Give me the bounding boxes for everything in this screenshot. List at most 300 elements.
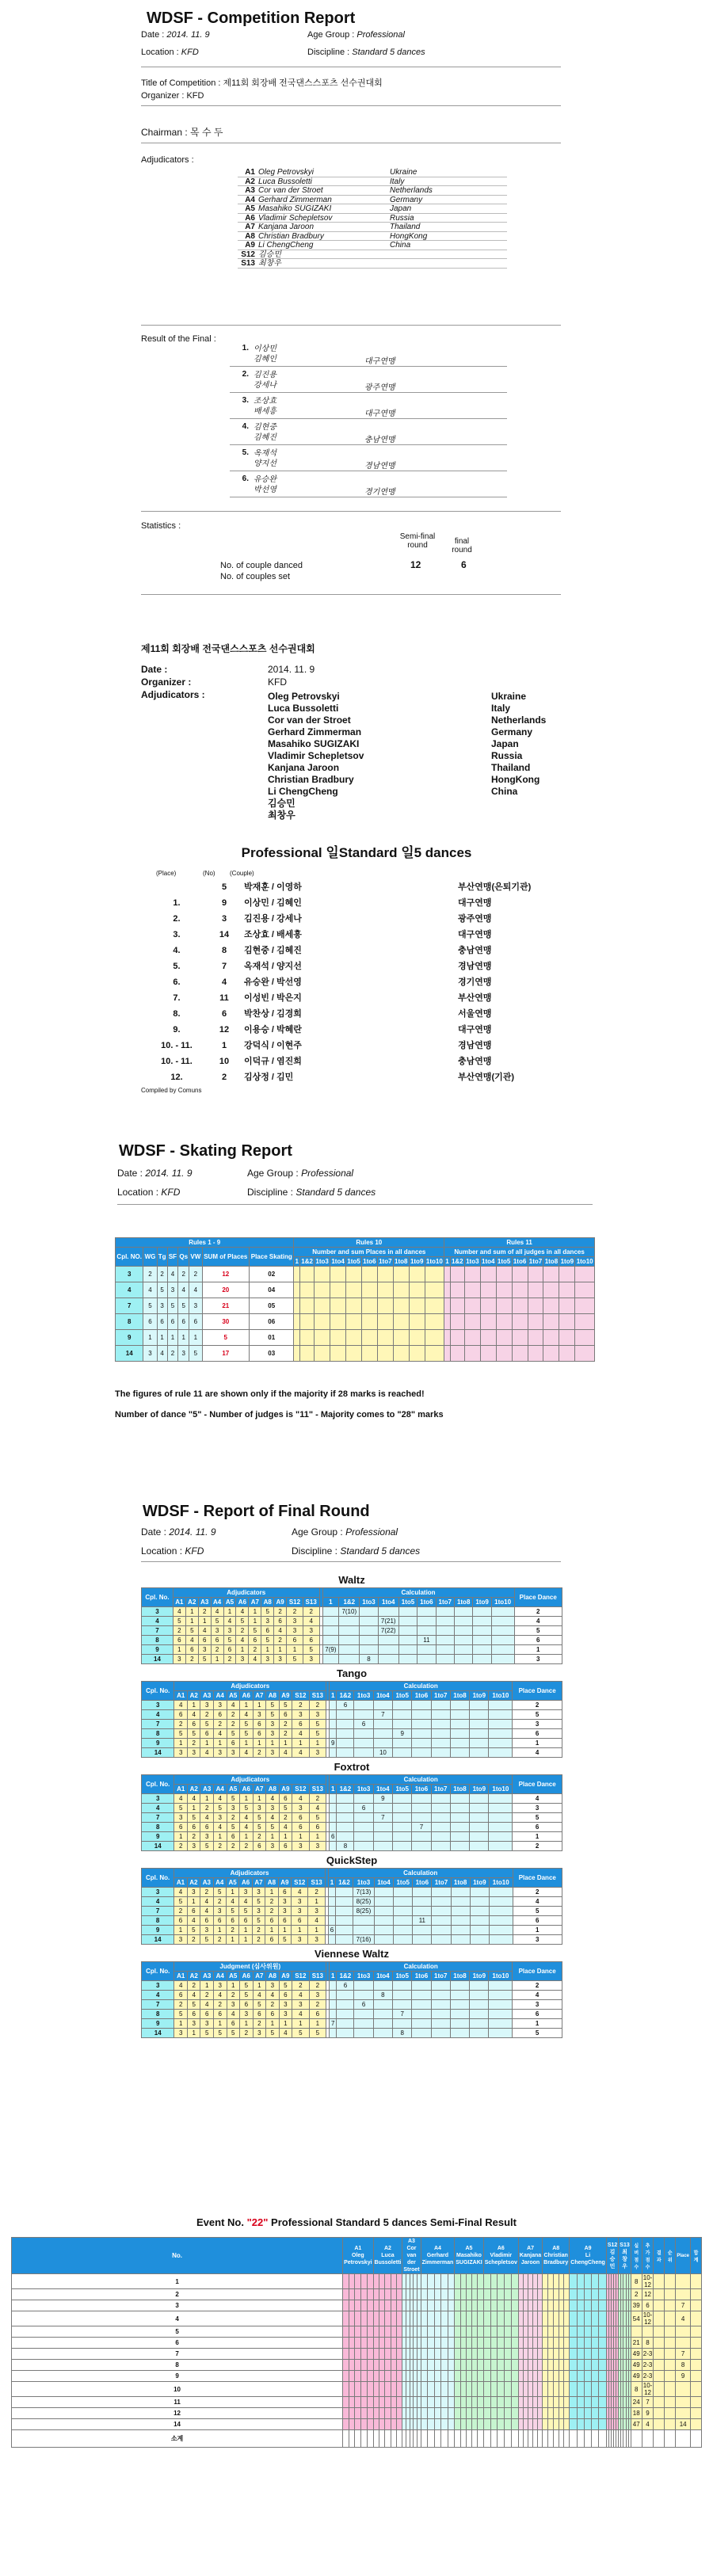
summary-region: 광주연맹 [458, 914, 492, 924]
semi-sum-cell [691, 2349, 702, 2360]
mark-cell: 1 [240, 1832, 254, 1842]
semi-mark-cell [466, 2397, 471, 2408]
calc-cell [393, 1701, 412, 1710]
mark-cell: 3 [200, 1832, 214, 1842]
rule10-cell [330, 1330, 346, 1346]
dance-row [142, 1907, 562, 1916]
mark-cell: 2 [200, 1888, 213, 1897]
semi-mark-cell [349, 2349, 355, 2360]
result-block [230, 396, 507, 419]
mark-cell: 1 [174, 1739, 188, 1748]
semi-footer-cell [455, 2430, 460, 2448]
mark-cell: 6 [303, 1636, 319, 1645]
cpl-header: Cpl. No. [142, 1962, 174, 1981]
mark-cell: 4 [198, 1626, 211, 1636]
semi-mark-cell [559, 2311, 564, 2326]
semi-mark-cell [428, 2274, 435, 2289]
semi-mark-cell [577, 2349, 584, 2360]
mark-cell: 4 [157, 1346, 167, 1362]
summary-adjudicator-name: Cor van der Stroet [268, 714, 351, 726]
summary-place: 4. [173, 946, 181, 955]
semi-mark-cell [355, 2382, 361, 2397]
calc-cell [412, 1739, 431, 1748]
calc-cell [337, 2029, 354, 2038]
mark-cell: 6 [143, 1314, 157, 1330]
judge-col-header: A5 [227, 1691, 240, 1701]
calc-cell [431, 1720, 450, 1729]
mark-cell: 4 [143, 1282, 157, 1298]
calc-cell [337, 2010, 354, 2019]
mark-cell: 6 [174, 1991, 188, 2000]
skating-date-value: 2014. 11. 9 [145, 1168, 193, 1179]
semi-mark-cell [553, 2300, 559, 2311]
mark-cell: 3 [167, 1282, 178, 1298]
mark-cell: 4 [187, 1991, 200, 2000]
calc-cell [431, 1739, 450, 1748]
adjudicators-header: Judgment (심사위원) [174, 1962, 326, 1972]
judge-col-header: A9 [279, 1972, 292, 1981]
summary-no: 9 [221, 898, 227, 908]
mark-cell: 5 [174, 1729, 188, 1739]
mark-cell: 1 [226, 1888, 238, 1897]
calc-cell: 7 [330, 2019, 337, 2029]
semi-mark-cell [349, 2419, 355, 2430]
calc-col-header: 1to10 [491, 1598, 514, 1607]
calc-cell [413, 1888, 432, 1897]
semi-mark-cell [349, 2326, 355, 2338]
summary-region: 충남연맹 [458, 1057, 492, 1066]
mark-cell: 5 [236, 1617, 249, 1626]
place-col-header: 1to4 [331, 1258, 345, 1265]
summary-row [141, 990, 585, 1006]
semi-mark-cell [584, 2274, 591, 2289]
calc-cell [470, 1991, 489, 2000]
semi-mark-cell [505, 2382, 512, 2397]
summary-adjudicator-row [268, 798, 569, 810]
semi-mark-cell [349, 2360, 355, 2371]
semi-sum-cell [691, 2419, 702, 2430]
adjudicator-row [238, 168, 507, 177]
cpl-cell: 3 [142, 1607, 173, 1617]
rule10-cell [294, 1298, 300, 1314]
adjudicator-name: Luca Bussoletti [258, 177, 312, 186]
mark-cell: 3 [173, 1655, 185, 1664]
calc-cell [354, 1842, 373, 1851]
rule10-cell [425, 1314, 444, 1330]
mark-cell: 6 [278, 1888, 291, 1897]
summary-no: 5 [221, 882, 227, 892]
semi-footer-cell [361, 2430, 368, 2448]
judge-header [518, 2238, 542, 2274]
cpl-cell: 9 [142, 1926, 174, 1935]
mark-cell: 1 [239, 1926, 252, 1935]
mark-cell: 1 [292, 1832, 310, 1842]
rule10-cell [346, 1346, 362, 1362]
place-col-header: 1 [445, 1258, 449, 1265]
calc-cell [489, 1926, 513, 1935]
mark-cell: 4 [266, 1794, 280, 1804]
semi-mark-cell [577, 2382, 584, 2397]
semi-mark-cell [559, 2300, 564, 2311]
calc-col-header: 1to3 [354, 1785, 373, 1794]
calc-cell [378, 1645, 398, 1655]
rule10-cell [300, 1282, 315, 1298]
calc-cell [491, 1636, 514, 1645]
semi-footer-cell [547, 2430, 553, 2448]
skating-location-label: Location : [117, 1187, 159, 1198]
mark-cell: 6 [253, 1720, 266, 1729]
calc-cell [470, 2029, 489, 2038]
mark-cell: 4 [174, 1981, 188, 1991]
mark-cell: 6 [214, 2010, 227, 2019]
semi-mark-cell [483, 2349, 490, 2360]
summary-no: 4 [221, 977, 227, 987]
mark-cell: 1 [292, 1739, 310, 1748]
rule11-cell [543, 1346, 559, 1362]
semi-mark-cell [355, 2274, 361, 2289]
semi-mark-cell [543, 2360, 548, 2371]
semi-mark-cell [478, 2289, 483, 2300]
adjudicator-row [238, 259, 507, 269]
summary-adjudicator-name: Christian Bradbury [268, 774, 354, 785]
semi-mark-cell [466, 2349, 471, 2360]
semi-mark-cell [564, 2371, 570, 2382]
calc-cell [413, 1926, 432, 1935]
calc-cell [373, 1729, 392, 1739]
divider [141, 511, 561, 512]
semi-extra-cell [665, 2338, 676, 2349]
final-location-label: Location : [141, 1545, 183, 1557]
mark-cell: 6 [292, 1720, 310, 1729]
mark-cell: 6 [279, 1794, 292, 1804]
calc-col-header: 1 [330, 1785, 337, 1794]
semi-mark-cell [441, 2274, 448, 2289]
calc-cell [436, 1636, 454, 1645]
mark-cell: 2 [200, 1804, 214, 1813]
place-cell: 5 [514, 1626, 562, 1636]
mark-cell: 1 [214, 1739, 227, 1748]
mark-cell: 2 [198, 1607, 211, 1617]
calc-cell [354, 1739, 373, 1748]
skating-title: WDSF - Skating Report [119, 1142, 292, 1160]
rule10-cell [377, 1330, 393, 1346]
semi-mark-cell [434, 2326, 441, 2338]
semi-footer-cell [472, 2430, 478, 2448]
semi-mark-cell [592, 2371, 599, 2382]
semi-mark-cell [428, 2311, 435, 2326]
result-name: 조상효 [254, 397, 276, 406]
cpl-cell: 14 [116, 1346, 143, 1362]
calc-col-header: 1to3 [353, 1878, 375, 1888]
judge-col-header: A5 [226, 1878, 238, 1888]
calc-cell [337, 1813, 354, 1823]
mark-cell: 3 [292, 1935, 308, 1945]
semi-mark-cell [584, 2371, 591, 2382]
semi-mark-cell [379, 2397, 384, 2408]
calc-cell [330, 1981, 337, 1991]
mark-cell: 1 [211, 1655, 223, 1664]
semi-mark-cell [460, 2289, 466, 2300]
mark-cell: 1 [187, 1897, 200, 1907]
semi-mark-cell [373, 2408, 379, 2419]
calc-cell [373, 2000, 392, 2010]
calc-cell [412, 2010, 431, 2019]
dance-row [142, 1916, 562, 1926]
semi-footer-cell [577, 2430, 584, 2448]
semi-extra-cell [665, 2382, 676, 2397]
semi-mark-cell [391, 2274, 396, 2289]
semi-mark-cell [434, 2397, 441, 2408]
calc-cell: 6 [337, 1701, 354, 1710]
semi-mark-cell [355, 2289, 361, 2300]
calc-cell [339, 1655, 360, 1664]
semi-mark-cell [543, 2338, 548, 2349]
skating-age-value: Professional [301, 1168, 354, 1179]
semi-mark-cell [448, 2289, 455, 2300]
semi-mark-cell [543, 2349, 548, 2360]
summary-row [141, 1038, 585, 1054]
dance-header-row [142, 1962, 562, 1972]
calc-cell [436, 1617, 454, 1626]
calc-cell [337, 1991, 354, 2000]
adjudicators-header: Adjudicators [174, 1869, 326, 1878]
semi-mark-cell [498, 2360, 505, 2371]
semi-mark-cell [543, 2289, 548, 2300]
semi-mark-cell [570, 2408, 577, 2419]
mark-cell: 5 [240, 1991, 254, 2000]
calc-cell [373, 1832, 392, 1842]
semi-mark-cell [559, 2382, 564, 2397]
calc-cell [489, 1729, 513, 1739]
semi-mark-cell [547, 2300, 553, 2311]
semi-mark-cell [385, 2274, 391, 2289]
summary-place: 3. [173, 930, 181, 939]
dance-row [142, 1617, 562, 1626]
calc-col-header: 1to5 [393, 1691, 412, 1701]
calc-cell [336, 1888, 353, 1897]
calc-cell [489, 1748, 513, 1758]
mark-cell: 1 [253, 1739, 266, 1748]
semi-mark-cell [373, 2397, 379, 2408]
mark-cell: 6 [279, 1991, 292, 2000]
calc-cell [354, 1832, 373, 1842]
mark-cell: 2 [214, 1720, 227, 1729]
judge-header [373, 2238, 402, 2274]
calc-col-header: 1&2 [337, 1785, 354, 1794]
mark-cell: 3 [227, 1748, 240, 1758]
summary-no: 14 [219, 930, 230, 939]
summary-couple: 박찬상 / 김경희 [244, 1009, 302, 1019]
semi-mark-cell [592, 2274, 599, 2289]
dance-name: Viennese Waltz [315, 1948, 389, 1960]
mark-cell: 2 [143, 1267, 157, 1282]
semi-mark-cell [466, 2326, 471, 2338]
rule11-cell [480, 1346, 496, 1362]
semi-mark-cell [543, 2408, 548, 2419]
mark-cell: 4 [292, 1748, 310, 1758]
place-cell: 1 [513, 1739, 562, 1748]
mark-cell: 4 [214, 1729, 227, 1739]
mark-cell: 2 [309, 2000, 326, 2010]
semi-footer-cell [385, 2430, 391, 2448]
mark-cell: 1 [261, 1645, 274, 1655]
mark-cell: 3 [240, 2010, 254, 2019]
calc-cell [473, 1636, 491, 1645]
semi-mark-cell [512, 2349, 519, 2360]
mark-cell: 3 [223, 1626, 236, 1636]
calc-cell [431, 2019, 450, 2029]
judge-code: A2 [383, 2246, 391, 2251]
semi-advanced-cell [676, 2289, 691, 2300]
calc-cell [328, 1935, 335, 1945]
semi-mark-cell [478, 2397, 483, 2408]
dance-col-header: Qs [178, 1248, 189, 1267]
semi-mark-cell [349, 2274, 355, 2289]
semi-row [12, 2360, 702, 2371]
mark-cell: 5 [252, 1916, 265, 1926]
mark-cell: 3 [187, 1842, 200, 1851]
mark-cell: 3 [174, 1813, 188, 1823]
judge-col-header: A6 [239, 1878, 252, 1888]
mark-cell: 2 [214, 2000, 227, 2010]
summary-row [141, 895, 585, 911]
semi-mark-cell [455, 2419, 460, 2430]
judge-col-header: S12 [292, 1785, 310, 1794]
semi-mark-cell [385, 2408, 391, 2419]
semi-mark-cell [448, 2349, 455, 2360]
dance-row [142, 1655, 562, 1664]
mark-cell: 1 [253, 1701, 266, 1710]
mark-cell: 2 [279, 1729, 292, 1739]
calc-col-header: 1to7 [432, 1878, 451, 1888]
mark-cell: 2 [253, 1748, 266, 1758]
event-title: Professional 일Standard 일5 dances [241, 845, 472, 860]
dance-row [142, 2000, 562, 2010]
calc-cell [330, 2010, 337, 2019]
calc-cell [470, 2019, 489, 2029]
judge-col-header: A1 [174, 1878, 187, 1888]
rule10-cell [294, 1330, 300, 1346]
calc-cell [393, 1842, 412, 1851]
calc-cell [330, 2000, 337, 2010]
semi-mark-cell [584, 2349, 591, 2360]
mark-cell: 2 [200, 1991, 214, 2000]
semi-mark-cell [505, 2338, 512, 2349]
semi-mark-cell [434, 2371, 441, 2382]
summary-row [141, 974, 585, 990]
dance-header-row [142, 1598, 562, 1607]
summary-couple: 김현중 / 김혜진 [244, 946, 302, 955]
semi-mark-cell [599, 2349, 606, 2360]
semi-mark-cell [490, 2326, 498, 2338]
calc-cell [394, 1926, 413, 1935]
mark-cell: 1 [292, 2019, 310, 2029]
semi-mark-cell [460, 2311, 466, 2326]
semi-advanced-cell: 8 [676, 2360, 691, 2371]
mark-cell: 6 [226, 1916, 238, 1926]
judge-code: A4 [433, 2246, 441, 2251]
semi-mark-cell [373, 2349, 379, 2360]
summary-no: 2 [221, 1073, 227, 1082]
calc-cell [473, 1626, 491, 1636]
semi-mark-cell [421, 2311, 428, 2326]
mark-cell: 2 [227, 1710, 240, 1720]
dance-header-row [142, 1682, 562, 1691]
semi-mark-cell [421, 2371, 428, 2382]
calc-cell [336, 1916, 353, 1926]
mark-cell: 1 [309, 2019, 326, 2029]
semi-mark-cell [559, 2408, 564, 2419]
semi-place-cell: 10-12 [642, 2274, 653, 2288]
semi-mark-cell [434, 2419, 441, 2430]
summary-region: 부산연맹 [458, 993, 492, 1003]
mark-cell: 3 [266, 1720, 280, 1729]
calc-cell [354, 2019, 373, 2029]
semi-mark-cell [391, 2289, 396, 2300]
summary-row [141, 1006, 585, 1022]
place-cell: 4 [513, 1748, 562, 1758]
summary-adjudicator-name: Luca Bussoletti [268, 703, 339, 714]
rule11-cell [528, 1267, 543, 1282]
summary-couple: 이성빈 / 박은지 [244, 993, 302, 1003]
calc-cell [431, 2000, 450, 2010]
mark-cell: 6 [279, 1842, 292, 1851]
rule11-cell [464, 1298, 480, 1314]
mark-cell: 4 [187, 1710, 200, 1720]
judge-col-header: A4 [214, 1972, 227, 1981]
dance-row [142, 1645, 562, 1655]
summary-couple: 김상정 / 김민 [244, 1073, 294, 1082]
semi-mark-cell [543, 2419, 548, 2430]
calc-col-header: 1to5 [398, 1598, 417, 1607]
calc-col-header: 1to5 [393, 1972, 412, 1981]
dance-name: Tango [336, 1667, 368, 1679]
calc-cell [374, 1935, 393, 1945]
mark-cell: 6 [189, 1314, 202, 1330]
calc-cell [450, 1832, 469, 1842]
semi-mark-cell [367, 2274, 373, 2289]
calc-cell [378, 1636, 398, 1645]
mark-cell: 3 [292, 1897, 308, 1907]
mark-cell: 2 [279, 1720, 292, 1729]
summary-adjudicators-label: Adjudicators : [141, 689, 205, 700]
mark-cell: 3 [266, 1748, 280, 1758]
semi-mark-cell [385, 2338, 391, 2349]
calc-cell [489, 1710, 513, 1720]
summary-adjudicator-name: Masahiko SUGIZAKI [268, 738, 360, 749]
semi-advanced-cell: 4 [676, 2311, 691, 2326]
semi-footer-cell [599, 2430, 606, 2448]
semi-mark-cell [367, 2326, 373, 2338]
calc-cell [339, 1617, 360, 1626]
result-region: 충남연맹 [364, 436, 395, 444]
result-block [230, 422, 507, 445]
calc-cell [330, 1991, 337, 2000]
semi-mark-cell [512, 2382, 519, 2397]
semi-mark-cell [472, 2382, 478, 2397]
judge-name: Cor van der Stroet [403, 2246, 420, 2273]
judge-col-header: A3 [200, 1878, 213, 1888]
cpl-cell: 3 [142, 1888, 174, 1897]
rule11-cell [543, 1282, 559, 1298]
rule11-cell [575, 1314, 595, 1330]
adjudicator-code: A2 [245, 177, 255, 186]
calc-cell: 6 [328, 1926, 335, 1935]
semi-mark-cell [592, 2311, 599, 2326]
semi-mark-cell [448, 2382, 455, 2397]
calc-cell [339, 1636, 360, 1645]
dance-header-row [142, 1775, 562, 1785]
